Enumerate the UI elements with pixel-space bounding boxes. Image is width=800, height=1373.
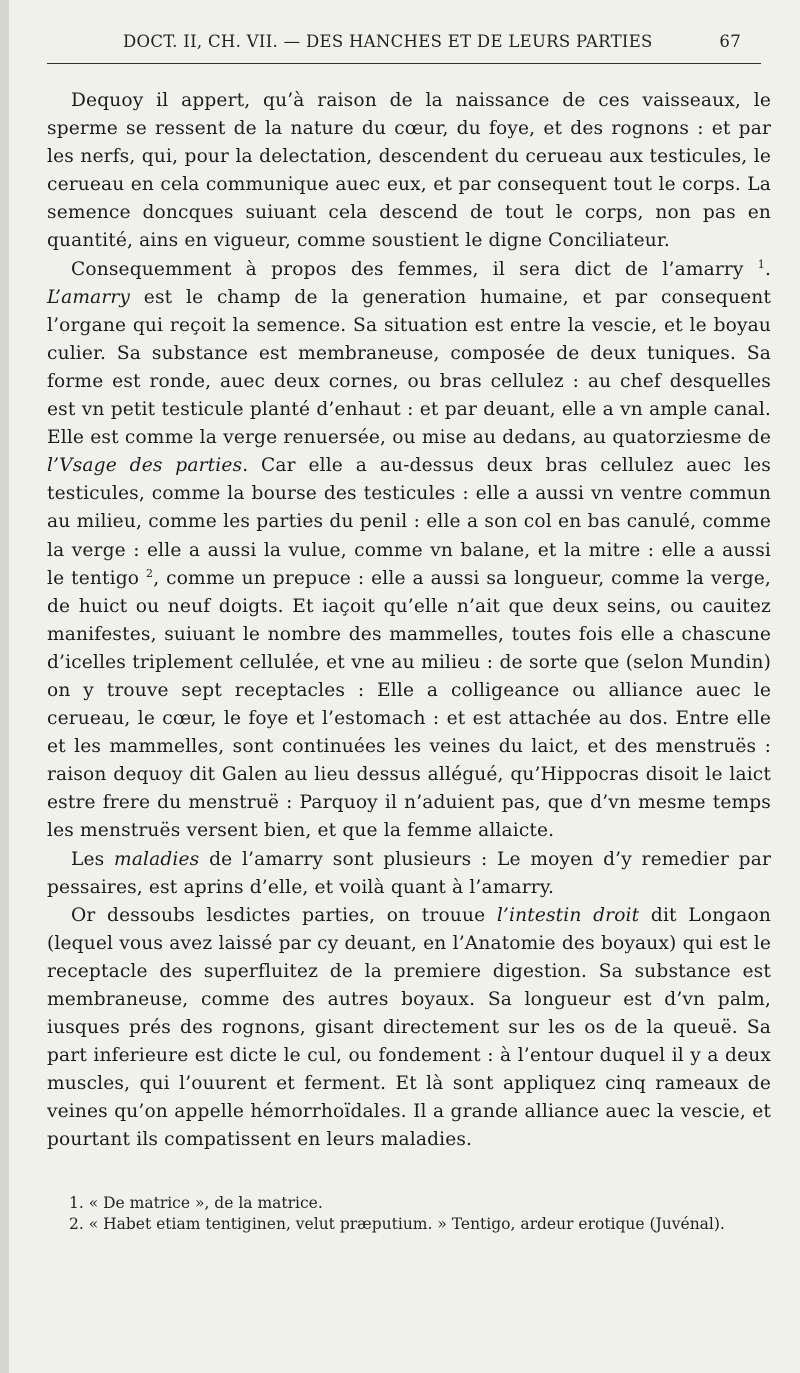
italic-term: l’intestin droit xyxy=(496,904,640,926)
text-run: . Car elle a au-dessus deux bras cellulez auec les testicules, comme la bourse des testicules : elle a aussi vn ventre commun au milieu, comme les parties du penil : elle a son col en bas canulé, comme la verge : elle a aussi la vulue, comme vn balane, et la mitre : elle a aussi le tentigo xyxy=(47,455,771,589)
text-run: . xyxy=(764,258,771,280)
text-run: Dequoy il appert, qu’à raison de la naissance de ces vaisseaux, le sperme se ressent de la nature du cœur, du foye, et des rognons : et par les nerfs, qui, pour la delectation, descendent du cerueau aux testicules, le cerueau en cela communique auec eux, et par consequent tout le corps. La semence doncques suiuant cela descend de tout le corps, non pas en quantité, ains en vigueur, comme soustient le digne Conciliateur. xyxy=(47,90,771,252)
body-text xyxy=(47,87,771,1155)
text-run: Or dessoubs lesdictes parties, on trouue xyxy=(71,904,497,926)
text-run: Les xyxy=(71,848,115,870)
running-header xyxy=(47,30,761,60)
paragraph-2 xyxy=(47,256,771,846)
italic-term: maladies xyxy=(114,848,200,870)
page-number: 67 xyxy=(719,32,741,51)
footnote-ref-1: 1 xyxy=(757,257,765,271)
footnotes xyxy=(47,1193,771,1235)
footnote-ref-2: 2 xyxy=(146,566,154,580)
running-title: DOCT. II, CH. VII. — DES HANCHES ET DE LEURS PARTIES xyxy=(123,32,653,51)
text-run: est le champ de la generation humaine, et par consequent l’organe qui reçoit la semence. Sa situation est entre la vescie, et le boyau culier. Sa substance est membraneuse, composée de deux tuniques. Sa forme est ronde, auec deux cornes, ou bras cellulez : au chef desquelles est vn petit testicule planté d’enhaut : et par deuant, elle a vn ample canal. Elle est comme la verge renuersée, ou mise au dedans, au quatorziesme de xyxy=(47,286,771,449)
footnote-1: 1. « De matrice », de la matrice. xyxy=(69,1194,323,1212)
text-run: de l’amarry sont plusieurs : Le moyen d’y remedier par pessaires, est aprins d’elle, et voilà quant à l’amarry. xyxy=(47,848,772,898)
header-rule xyxy=(47,63,761,64)
text-run: Consequemment à propos des femmes, il sera dict de l’amarry xyxy=(71,258,758,280)
paragraph-4 xyxy=(47,902,771,1155)
italic-term: L’amarry xyxy=(47,286,131,308)
paragraph-3 xyxy=(47,846,771,902)
text-run: , comme un prepuce : elle a aussi sa longueur, comme la verge, de huict ou neuf doigts. Et iaçoit qu’elle n’ait que deux seins, ou cauitez manifestes, suiuant le nombre des mammelles, toutes fois elle a chascune d’icelles triplement cellulée, et vne au milieu : de sorte que (selon Mundin) on y trouve sept receptacles : Elle a colligeance ou alliance auec le cerueau, le cœur, le foye et l’estomach : et est attachée au dos. Entre elle et les mammelles, sont continuées les veines du laict, et des menstruës : raison dequoy dit Galen au lieu dessus allégué, qu’Hippocras disoit le laict estre frere du menstruë : Parquoy il n’aduient pas, que d’vn mesme temps les menstruës versent bien, et que la femme allaicte. xyxy=(47,567,771,842)
italic-title: l’Vsage des parties xyxy=(47,455,243,477)
text-run: dit Longaon (lequel vous avez laissé par cy deuant, en l’Anatomie des boyaux) qui est le receptacle des superfluitez de la premiere digestion. Sa substance est membraneuse, comme des autres boyaux. Sa longueur est d’vn palm, iusques prés des rognons, gisant directement sur les os de la queuë. Sa part inferieure est dicte le cul, ou fondement : à l’entour duquel il y a deux muscles, qui l’ouurent et ferment. Et là sont appliquez cinq rameaux de veines qu’on appelle hémorrhoïdales. Il a grande alliance auec la vescie, et pourtant ils compatissent en leurs maladies. xyxy=(47,904,771,1151)
paragraph-1 xyxy=(47,87,771,256)
footnote-2: 2. « Habet etiam tentiginen, velut præputium. » Tentigo, ardeur erotique (Juvénal). xyxy=(69,1215,725,1233)
